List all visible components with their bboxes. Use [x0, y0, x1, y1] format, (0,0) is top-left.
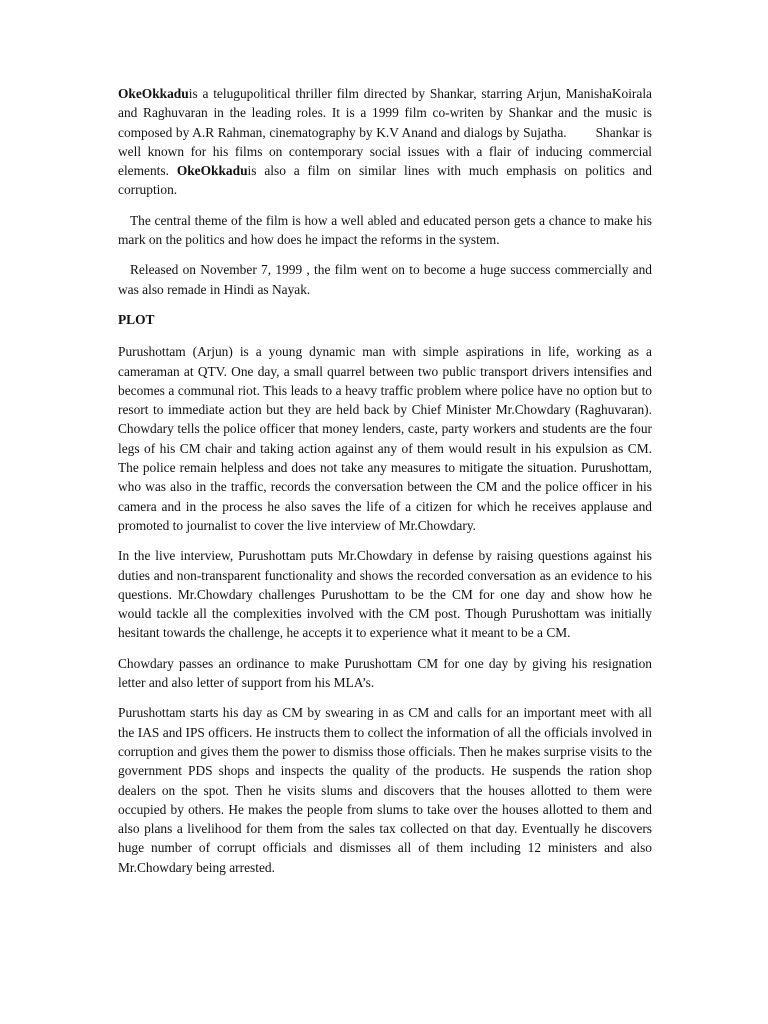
release-paragraph: Released on November 7, 1999 , the film went on to become a huge success commercially and was also remade in Hindi as Nayak.	[118, 262, 652, 297]
film-title: OkeOkkadu	[118, 86, 189, 101]
intro-text: is a telugupolitical thriller film directed by Shankar, starring Arjun, ManishaKoirala and Raghuvaran in the leading roles. It is a 1999 film co-writen by Shankar and the music is composed by A.R Rahman, cinematography by K.V Anand and dialogs by Sujatha.	[118, 86, 652, 140]
film-title: OkeOkkadu	[176, 163, 248, 179]
plot-paragraph: Purushottam starts his day as CM by swearing in as CM and calls for an important meet with all the IAS and IPS officers. He instructs them to collect the information of all the officials involved in corruption and gives them the power to dismiss those officials. Then he makes surprise visits to the government PDS shops and inspects the quality of the products. He suspends the ration shop dealers on the spot. Then he visits slums and discovers that the houses allotted to them were occupied by others. He makes the people from slums to take over the houses allotted to them and also plans a livelihood for them from the sales tax collected on that day. Eventually he discovers huge number of corrupt officials and dismisses all of them including 12 ministers and also Mr.Chowdary being arrested.	[118, 705, 652, 875]
plot-paragraph: In the live interview, Purushottam puts Mr.Chowdary in defense by raising questions against his duties and non-transparent functionality and shows the recorded conversation as an evidence to his questions. Mr.Chowdary challenges Purushottam to be the CM for one day and show how he would tackle all the complexities involved with the CM post. Though Purushottam was initially hesitant towards the challenge, he accepts it to experience what it meant to be a CM.	[118, 548, 652, 641]
document-page	[118, 84, 652, 888]
intro-text: Shankar is well known for his films on contemporary social issues with a flair of inducing commercial elements.	[118, 124, 652, 179]
plot-heading: PLOT	[118, 311, 155, 327]
plot-paragraph: Purushottam (Arjun) is a young dynamic man with simple aspirations in life, working as a cameraman at QTV. One day, a small quarrel between two public transport drivers intensifies and becomes a communal riot. This leads to a heavy traffic problem where police have no option but to resort to immediate action but they are held back by Chief Minister Mr.Chowdary (Raghuvaran). Chowdary tells the police officer that money lenders, caste, party workers and students are the four legs of his CM chair and taking action against any of them would result in his expulsion as CM. The police remain helpless and does not take any measures to mitigate the situation. Purushottam, who was also in the traffic, records the conversation between the CM and the police officer in his camera and in the process he also saves the life of a citizen for which he receives applause and promoted to journalist to cover the live interview of Mr.Chowdary.	[118, 344, 652, 533]
intro-paragraph	[118, 84, 652, 200]
theme-paragraph: The central theme of the film is how a well abled and educated person gets a chance to make his mark on the politics and how does he impact the reforms in the system.	[118, 212, 652, 248]
intro-text: is also a film on similar lines with much emphasis on politics and corruption.	[118, 163, 652, 198]
plot-paragraph: Chowdary passes an ordinance to make Purushottam CM for one day by giving his resignation letter and also letter of support from his MLA’s.	[118, 655, 652, 691]
